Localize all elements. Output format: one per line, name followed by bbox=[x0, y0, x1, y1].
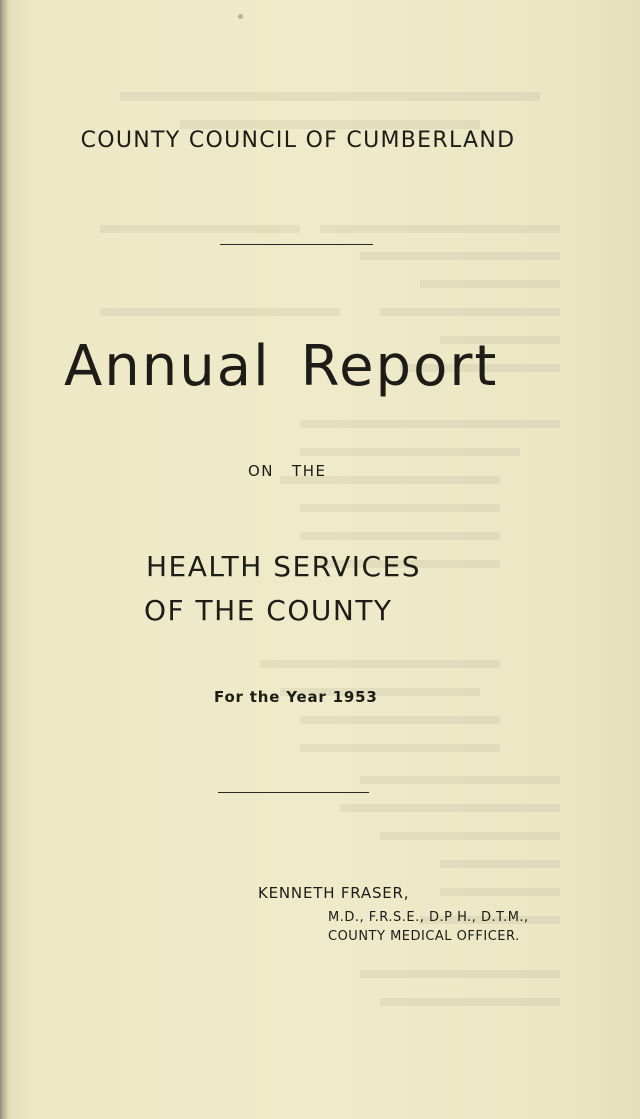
bottom-divider bbox=[218, 792, 369, 793]
binding-edge bbox=[0, 0, 9, 1119]
top-divider bbox=[220, 244, 373, 245]
author-name: KENNETH FRASER, bbox=[258, 884, 410, 902]
author-position: COUNTY MEDICAL OFFICER. bbox=[328, 929, 520, 944]
subject-line-1: HEALTH SERVICES bbox=[146, 550, 422, 583]
the-word: THE bbox=[292, 462, 327, 480]
paper-speck bbox=[238, 14, 243, 19]
on-the-label bbox=[248, 462, 348, 480]
title-word-report: Report bbox=[300, 334, 499, 399]
title-word-annual: Annual bbox=[64, 334, 271, 399]
report-year: For the Year 1953 bbox=[214, 688, 378, 706]
subject-line-2: OF THE COUNTY bbox=[144, 594, 393, 627]
author-qualifications: M.D., F.R.S.E., D.P H., D.T.M., bbox=[328, 910, 529, 925]
council-heading: COUNTY COUNCIL OF CUMBERLAND bbox=[80, 128, 516, 153]
on-word: ON bbox=[248, 462, 275, 480]
report-title bbox=[64, 334, 534, 399]
